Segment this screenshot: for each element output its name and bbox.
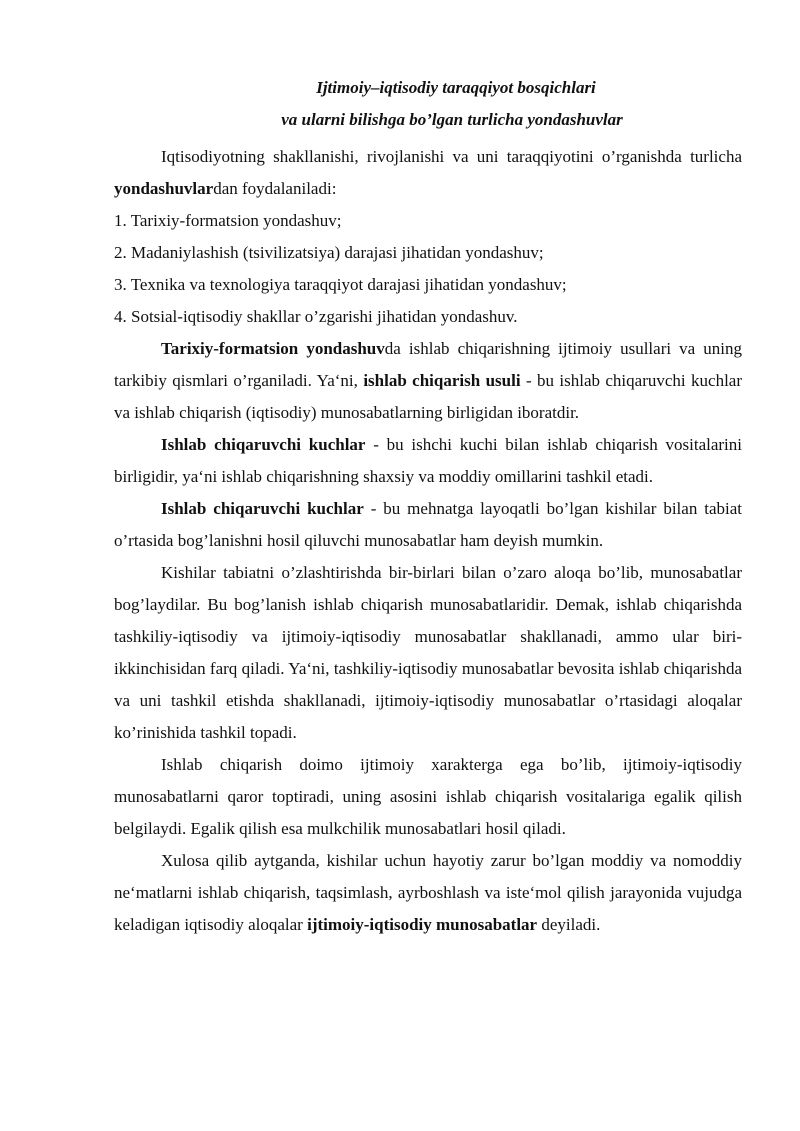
paragraph-1 [114,333,742,429]
intro-text-after: dan foydalaniladi: [213,179,337,198]
p1-bold-2: ishlab chiqarish usuli [363,371,521,390]
list-item: 1. Tarixiy-formatsion yondashuv; [114,211,342,230]
intro-bold: yondashuvlar [114,179,214,198]
intro-text: Iqtisodiyotning shakllanishi, rivojlanishi va uni taraqqiyotini o’rganishda turlicha [161,147,742,166]
title-line-2: va ularni bilishga bo’lgan turlicha yondashuvlar [281,110,623,129]
intro-paragraph [114,141,742,205]
p6-text: Xulosa qilib aytganda, kishilar uchun hayotiy zarur bo’lgan moddiy va nomoddiy ne‘matlarni ishlab chiqarish, taqsimlash, ayrboshlash va iste‘mol qilish jarayonida vujudga keladigan iqtisodiy aloqalar [114,851,742,934]
paragraph-2 [114,429,742,493]
p3-text: - bu mehnatga layoqatli bo’lgan kishilar bilan tabiat o’rtasida bog’lanishni hosil qiluvchi munosabatlar ham deyish mumkin. [114,499,742,550]
list-item: 2. Madaniylashish (tsivilizatsiya) darajasi jihatidan yondashuv; [114,243,544,262]
title-line-1: Ijtimoiy–iqtisodiy taraqqiyot bosqichlari [316,78,596,97]
p1-bold-1: Tarixiy-formatsion yondashuv [161,339,385,358]
paragraph-5 [114,749,742,845]
p6-text-after: deyiladi. [537,915,601,934]
p3-bold: Ishlab chiqaruvchi kuchlar [161,499,364,518]
p2-bold: Ishlab chiqaruvchi kuchlar [161,435,366,454]
p1-text-2: - bu ishlab chiqaruvchi kuchlar va ishlab chiqarish (iqtisodiy) munosabatlarning birligidan iboratdir. [114,371,742,422]
list-item: 3. Texnika va texnologiya taraqqiyot darajasi jihatidan yondashuv; [114,275,567,294]
paragraph-3 [114,493,742,557]
paragraph-6 [114,845,742,941]
p4-text: Kishilar tabiatni o’zlashtirishda bir-birlari bilan o’zaro aloqa bo’lib, munosabatlar bog’laydilar. Bu bog’lanish ishlab chiqarish munosabatlaridir. Demak, ishlab chiqarishda tashkiliy-iqtisodiy va ijtimoiy-iqtisodiy munosabatlar shakllanadi, ammo ular biri-ikkinchisidan farq qiladi. Ya‘ni, tashkiliy-iqtisodiy munosabatlar bevosita ishlab chiqarishda va uni tashkil etishda shakllanadi, ijtimoiy-iqtisodiy munosabatlar o’rtasidagi aloqalar ko’rinishida tashkil topadi. [114,563,742,742]
p1-text-1: da ishlab chiqarishning ijtimoiy usullari va uning tarkibiy qismlari o’rganiladi. Ya‘ni, [114,339,742,390]
list-item: 4. Sotsial-iqtisodiy shakllar o’zgarishi jihatidan yondashuv. [114,307,518,326]
p6-bold: ijtimoiy-iqtisodiy munosabatlar [307,915,538,934]
p5-text: Ishlab chiqarish doimo ijtimoiy xarakterga ega bo’lib, ijtimoiy-iqtisodiy munosabatlarni qaror toptiradi, uning asosini ishlab chiqarish vositalariga egalik qilish belgilaydi. Egalik qilish esa mulkchilik munosabatlari hosil qiladi. [114,755,742,838]
paragraph-4 [114,557,742,749]
p2-text: - bu ishchi kuchi bilan ishlab chiqarish vositalarini birligidir, ya‘ni ishlab chiqarishning shaxsiy va moddiy omillarini tashkil etadi. [114,435,742,486]
document-body [114,141,742,941]
